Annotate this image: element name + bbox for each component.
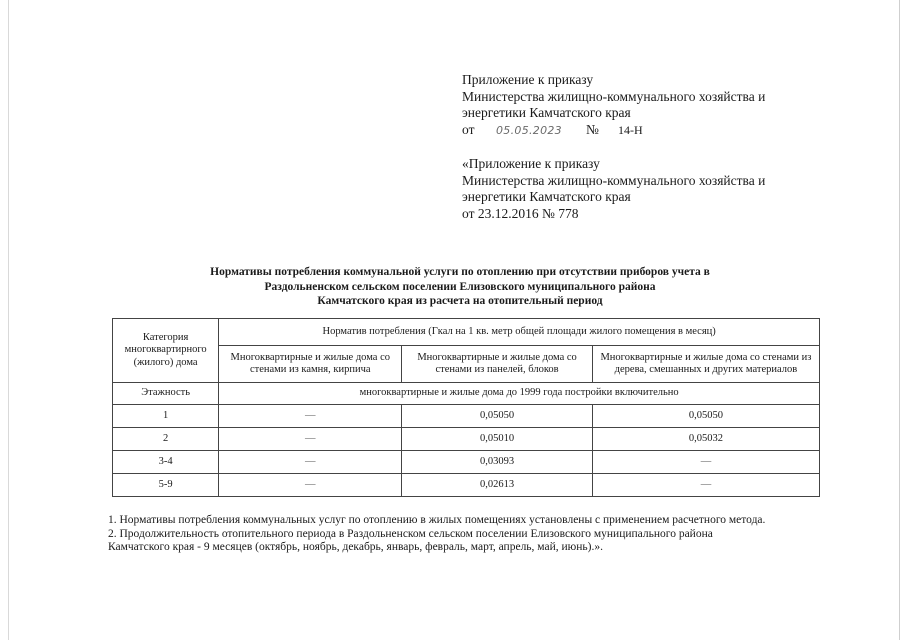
table-year-row — [113, 383, 820, 405]
number-sign: № — [586, 121, 599, 137]
col-wood-mixed-header: Многоквартирные и жилые дома со стенами из дерева, смешанных и других материалов — [592, 346, 819, 383]
norms-table — [112, 318, 820, 497]
table-row — [113, 405, 820, 428]
cell-floors: 3-4 — [113, 451, 219, 474]
scan-edge-left — [8, 0, 9, 640]
title-line: Камчатского края из расчета на отопительный период — [317, 295, 603, 307]
cell-wood-mixed: — — [592, 451, 819, 474]
cell-panel-block: 0,05010 — [402, 428, 593, 451]
cell-panel-block: 0,05050 — [402, 405, 593, 428]
table-row — [113, 428, 820, 451]
cell-stone-brick: — — [219, 405, 402, 428]
norm-header: Норматив потребления (Гкал на 1 кв. метр общей площади жилого помещения в месяц) — [219, 319, 820, 346]
previous-appendix-header — [462, 156, 862, 222]
year-note: многоквартирные и жилые дома до 1999 года постройки включительно — [219, 383, 820, 405]
order-date-line — [462, 122, 862, 140]
title-line: Нормативы потребления коммунальной услуги по отоплению при отсутствии приборов учета в — [210, 266, 710, 278]
footnotes — [108, 514, 868, 555]
appendix-line: Министерства жилищно-коммунального хозяйства и — [462, 88, 766, 104]
appendix-line: энергетики Камчатского края — [462, 189, 631, 204]
appendix-line: «Приложение к приказу — [462, 156, 600, 171]
appendix-line: от 23.12.2016 № 778 — [462, 205, 579, 221]
cell-stone-brick: — — [219, 451, 402, 474]
from-label: от — [462, 121, 475, 137]
cell-panel-block: 0,03093 — [402, 451, 593, 474]
appendix-line: Министерства жилищно-коммунального хозяйства и — [462, 172, 766, 188]
category-header: Категория многоквартирного (жилого) дома — [113, 319, 219, 383]
cell-wood-mixed: — — [592, 474, 819, 497]
title-line: Раздольненском сельском поселении Елизовского муниципального района — [264, 280, 656, 293]
cell-panel-block: 0,02613 — [402, 474, 593, 497]
scan-edge-right — [899, 0, 900, 640]
col-stone-brick-header: Многоквартирные и жилые дома со стенами из камня, кирпича — [219, 346, 402, 383]
table-subheader-row — [113, 346, 820, 383]
floors-label: Этажность — [113, 383, 219, 405]
table-row — [113, 451, 820, 474]
cell-stone-brick: — — [219, 474, 402, 497]
appendix-line: Приложение к приказу — [462, 72, 594, 87]
table-row — [113, 474, 820, 497]
handwritten-number: 14-Н — [618, 122, 643, 137]
cell-floors: 1 — [113, 405, 219, 428]
cell-floors: 2 — [113, 428, 219, 451]
document-title — [120, 265, 800, 309]
cell-floors: 5-9 — [113, 474, 219, 497]
footnote: Камчатского края - 9 месяцев (октябрь, ноябрь, декабрь, январь, февраль, март, апрель, май, июнь).». — [108, 541, 603, 553]
table-header-row — [113, 319, 820, 346]
cell-wood-mixed: 0,05032 — [592, 428, 819, 451]
cell-wood-mixed: 0,05050 — [592, 405, 819, 428]
col-panel-block-header: Многоквартирные и жилые дома со стенами из панелей, блоков — [402, 346, 593, 383]
appendix-line: энергетики Камчатского края — [462, 105, 631, 120]
cell-stone-brick: — — [219, 428, 402, 451]
appendix-header — [462, 72, 862, 139]
footnote: 1. Нормативы потребления коммунальных услуг по отоплению в жилых помещениях установлены с применением расчетного метода. — [108, 514, 766, 526]
footnote: 2. Продолжительность отопительного периода в Раздольненском сельском поселении Елизовского муниципального района — [108, 527, 713, 540]
handwritten-date: 05.05.2023 — [496, 123, 562, 137]
